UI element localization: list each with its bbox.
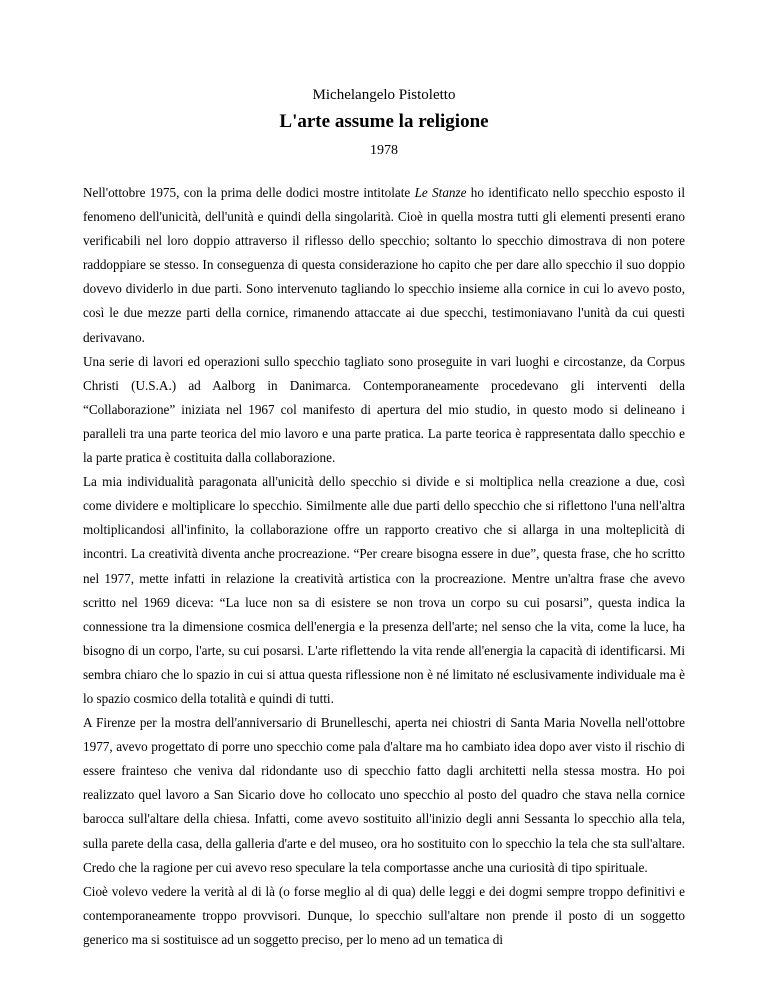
author-name: Michelangelo Pistoletto xyxy=(312,87,456,103)
paragraph: Nell'ottobre 1975, con la prima delle dodici mostre intitolate Le Stanze ho identificato nello specchio esposto il fenomeno dell'unicità, dell'unità e quindi della singolarità. Cioè in quella mostra tutti gli elementi presenti erano verificabili nel loro doppio attraverso il riflesso dello specchio; soltanto lo specchio dimostrava di non potere raddoppiare se stesso. In conseguenza di questa considerazione ho capito che per dare allo specchio il suo doppio dovevo dividerlo in due parti. Sono intervenuto tagliando lo specchio insieme alla cornice in cui lo avevo posto, così le due mezze parti della cornice, rimanendo attaccate ai due specchi, testimoniavano l'unità da cui questi derivavano. xyxy=(83,185,685,345)
paragraph: La mia individualità paragonata all'unicità dello specchio si divide e si moltiplica nella creazione a due, così come dividere e moltiplicare lo specchio. Similmente alle due parti dello specchio che si riflettono l'una nell'altra moltiplicandosi all'infinito, la collaborazione offre un rapporto creativo che si allarga in una molteplicità di incontri. La creatività diventa anche procreazione. “Per creare bisogna essere in due”, questa frase, che ho scritto nel 1977, mette infatti in relazione la creatività artistica con la procreazione. Mentre un'altra frase che avevo scritto nel 1969 diceva: “La luce non sa di esistere se non trova un corpo su cui posarsi”, questa indica la connessione tra la dimensione cosmica dell'energia e la presenza dell'arte; nel senso che la vita, come la luce, ha bisogno di un corpo, l'arte, su cui posarsi. L'arte riflettendo la vita rende all'energia la capacità di identificarsi. Mi sembra chiaro che lo spazio in cui si attua questa riflessione non è né limitato né esclusivamente individuale ma è lo spazio cosmico della totalità e quindi di tutti. xyxy=(83,474,685,706)
document-title: L'arte assume la religione xyxy=(279,111,489,132)
paragraph: A Firenze per la mostra dell'anniversario di Brunelleschi, aperta nei chiostri di Santa Maria Novella nell'ottobre 1977, avevo progettato di porre uno specchio come pala d'altare ma ho cambiato idea dopo aver visto il rischio di essere frainteso che veniva dal ridondante uso di specchio fatto dagli architetti nella stessa mostra. Ho poi realizzato quel lavoro a San Sicario dove ho collocato uno specchio al posto del quadro che stava nella cornice barocca sull'altare della chiesa. Infatti, come avevo sostituito all'inizio degli anni Sessanta lo specchio alla tela, sulla parete della casa, della galleria d'arte e del museo, ora ho sostituito con lo specchio la tela che sta sull'altare. Credo che la ragione per cui avevo reso speculare la tela comportasse anche una curiosità di tipo spirituale. xyxy=(83,715,685,875)
emphasized-title: Le Stanze xyxy=(414,185,467,200)
paragraph: Cioè volevo vedere la verità al di là (o forse meglio al di qua) delle leggi e dei dogmi sempre troppo definitivi e contemporaneamente troppo provvisori. Dunque, lo specchio sull'altare non prende il posto di un soggetto generico ma si sostituisce ad un soggetto preciso, per lo meno ad un tematica di xyxy=(83,883,685,947)
document-year: 1978 xyxy=(370,143,398,158)
paragraph: Una serie di lavori ed operazioni sullo specchio tagliato sono proseguite in vari luoghi e circostanze, da Corpus Christi (U.S.A.) ad Aalborg in Danimarca. Contemporaneamente procedevano gli interventi della “Collaborazione” iniziata nel 1967 col manifesto di apertura del mio studio, in questo modo si delineano i paralleli tra una parte teorica del mio lavoro e una parte pratica. La parte teorica è rappresentata dallo specchio e la parte pratica è costituita dalla collaborazione. xyxy=(83,353,685,466)
document-body xyxy=(83,181,685,952)
